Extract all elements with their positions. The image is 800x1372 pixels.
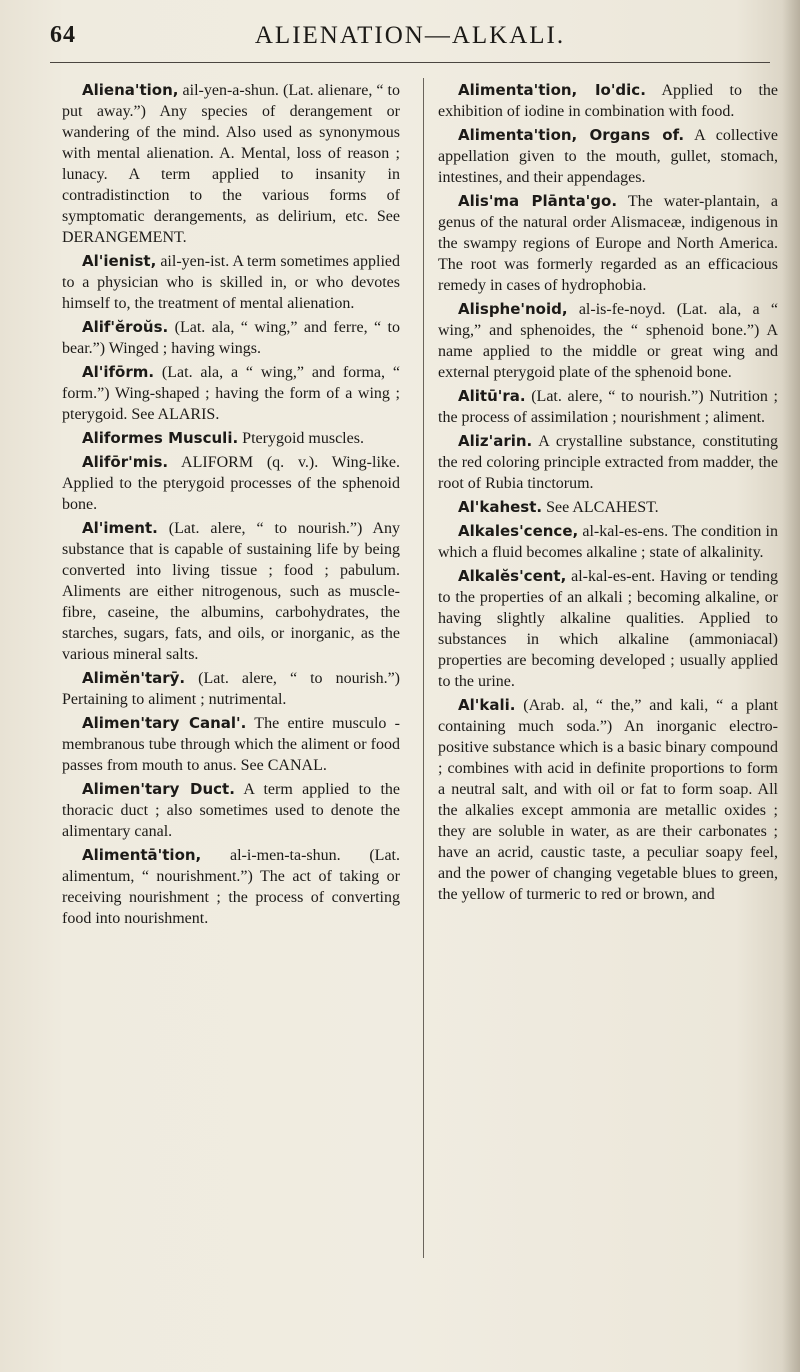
entry-text: al-kal-es-ent. Having or tending to the properties of an alkali ; becoming alkaline, or having slightly alkaline qualities. Applied to substances in which alkaline (ammoniacal) properties are becoming developed ; usually applied to the urine. (438, 568, 778, 690)
entry-headword: Al'kali. (458, 696, 516, 714)
entry-text: A crystalline substance, constituting the red coloring principle extracted from madder, the root of Rubia tinctorum. (438, 433, 778, 492)
entry-headword: Alimen'tary Canal'. (82, 714, 247, 732)
entry-headword: Al'kahest. (458, 498, 543, 516)
entry-headword: Alimenta'tion, Organs of. (458, 126, 685, 144)
dictionary-entry (438, 566, 778, 692)
entry-text: (Lat. alere, “ to nourish.”) Nutrition ; the process of assimilation ; nourishment ; aliment. (438, 388, 778, 426)
dictionary-entry (62, 845, 400, 929)
entry-text: ail-yen-ist. A term sometimes applied to a physician who is skilled in, or who devotes himself to, the treatment of mental alienation. (62, 253, 400, 312)
dictionary-entry (438, 191, 778, 296)
entry-headword: Alimentā'tion, (82, 846, 202, 864)
entry-text: al-i-men-ta-shun. (Lat. alimentum, “ nourishment.”) The act of taking or receiving nourishment ; the process of converting food into nourishment. (62, 847, 400, 927)
entry-text: (Lat. ala, a “ wing,” and forma, “ form.”) Wing-shaped ; having the form of a wing ; pterygoid. See ALARIS. (62, 364, 400, 423)
entry-headword: Al'iment. (82, 519, 158, 537)
entry-text: al-kal-es-ens. The condition in which a fluid becomes alkaline ; state of alkalinity. (438, 523, 778, 561)
column-divider (423, 78, 424, 1258)
entry-headword: Alisphe'noid, (458, 300, 568, 318)
dictionary-entry (62, 713, 400, 776)
entry-text: The entire musculo - membranous tube through which the aliment or food passes from mouth to anus. See CANAL. (62, 715, 400, 774)
entry-headword: Aliena'tion, (82, 81, 179, 99)
entry-text: ail-yen-a-shun. (Lat. alienare, “ to put away.”) Any species of derangement or wandering of the mind. Also used as synonymous with mental alienation. A. Mental, loss of reason ; lunacy. A term applied to insanity in contradistinction to the various forms of symptomatic derangements, as delirium, etc. See DERANGEMENT. (62, 82, 400, 246)
entry-headword: Al'ienist, (82, 252, 157, 270)
entry-headword: Aliformes Musculi. (82, 429, 239, 447)
dictionary-entry (438, 431, 778, 494)
dictionary-entry (62, 428, 400, 449)
entry-text: (Lat. alere, “ to nourish.”) Any substance that is capable of sustaining life by being converted into living tissue ; food ; pabulum. Aliments are either nitrogenous, such as muscle-fibre, caseine, the albumins, carbohydrates, the starches, sugars, fats, and oils, or inorganic, as the various mineral salts. (62, 520, 400, 663)
page-number: 64 (50, 22, 76, 48)
entry-headword: Alitū'ra. (458, 387, 526, 405)
dictionary-entry (438, 299, 778, 383)
entry-text: (Lat. alere, “ to nourish.”) Pertaining to aliment ; nutrimental. (62, 670, 400, 708)
entry-headword: Al'ifōrm. (82, 363, 155, 381)
dictionary-entry (438, 695, 778, 905)
entry-headword: Alif'ĕroŭs. (82, 318, 169, 336)
entry-headword: Alis'ma Plānta'go. (458, 192, 618, 210)
entry-text: (Lat. ala, “ wing,” and ferre, “ to bear.”) Winged ; having wings. (62, 319, 400, 357)
entry-text: al-is-fe-noyd. (Lat. ala, a “ wing,” and sphenoides, the “ sphenoid bone.”) A name applied to the middle or great wing and external pterygoid plate of the sphenoid bone. (438, 301, 778, 381)
dictionary-entry (62, 518, 400, 665)
dictionary-entry (62, 362, 400, 425)
entry-text: ALIFORM (q. v.). Wing-like. Applied to the pterygoid processes of the sphenoid bone. (62, 454, 400, 513)
dictionary-entry (438, 386, 778, 428)
entry-text: (Arab. al, “ the,” and kali, “ a plant containing much soda.”) An inorganic electro-positive substance which is a basic binary compound ; combines with acid in definite proportions to form a neutral salt, and with oil or fat to form soap. All the alkalies except ammonia are metallic oxides ; they are soluble in water, as are their carbonates ; have an acrid, caustic taste, a peculiar soapy feel, and the power of changing vegetable blues to green, the yellow of turmeric to red or brown, and (438, 697, 778, 903)
entry-headword: Alimĕn'tarȳ. (82, 669, 186, 687)
dictionary-entry (62, 80, 400, 248)
entry-text: See ALCAHEST. (542, 499, 659, 516)
entry-headword: Aliz'arin. (458, 432, 533, 450)
dictionary-entry (62, 779, 400, 842)
running-head: ALIENATION—ALKALI. (254, 22, 566, 49)
page-edge-shadow (782, 0, 800, 1372)
dictionary-entry (438, 125, 778, 188)
entry-headword: Alkales'cence, (458, 522, 579, 540)
dictionary-entry (62, 251, 400, 314)
dictionary-entry (62, 317, 400, 359)
entry-text: Applied to the exhibition of iodine in combination with food. (438, 82, 778, 120)
page-header (50, 22, 770, 62)
dictionary-entry (438, 80, 778, 122)
entry-text: A term applied to the thoracic duct ; also sometimes used to denote the alimentary canal. (62, 781, 400, 840)
entry-text: The water-plantain, a genus of the natural order Alismaceæ, indigenous in the swampy regions of Europe and North America. The root was formerly regarded as an efficacious remedy in cases of hydrophobia. (438, 193, 779, 294)
dictionary-entry (62, 668, 400, 710)
left-column (62, 80, 400, 932)
entry-headword: Alimen'tary Duct. (82, 780, 235, 798)
dictionary-entry (438, 497, 778, 518)
right-column (438, 80, 778, 908)
entry-headword: Alkalĕs'cent, (458, 567, 567, 585)
entry-headword: Alimenta'tion, Io'dic. (458, 81, 646, 99)
entry-text: Pterygoid muscles. (238, 430, 364, 447)
entry-headword: Alifōr'mis. (82, 453, 169, 471)
header-rule (50, 62, 770, 63)
entry-text: A collective appellation given to the mouth, gullet, stomach, intestines, and their appendages. (438, 127, 778, 186)
dictionary-entry (62, 452, 400, 515)
dictionary-entry (438, 521, 778, 563)
